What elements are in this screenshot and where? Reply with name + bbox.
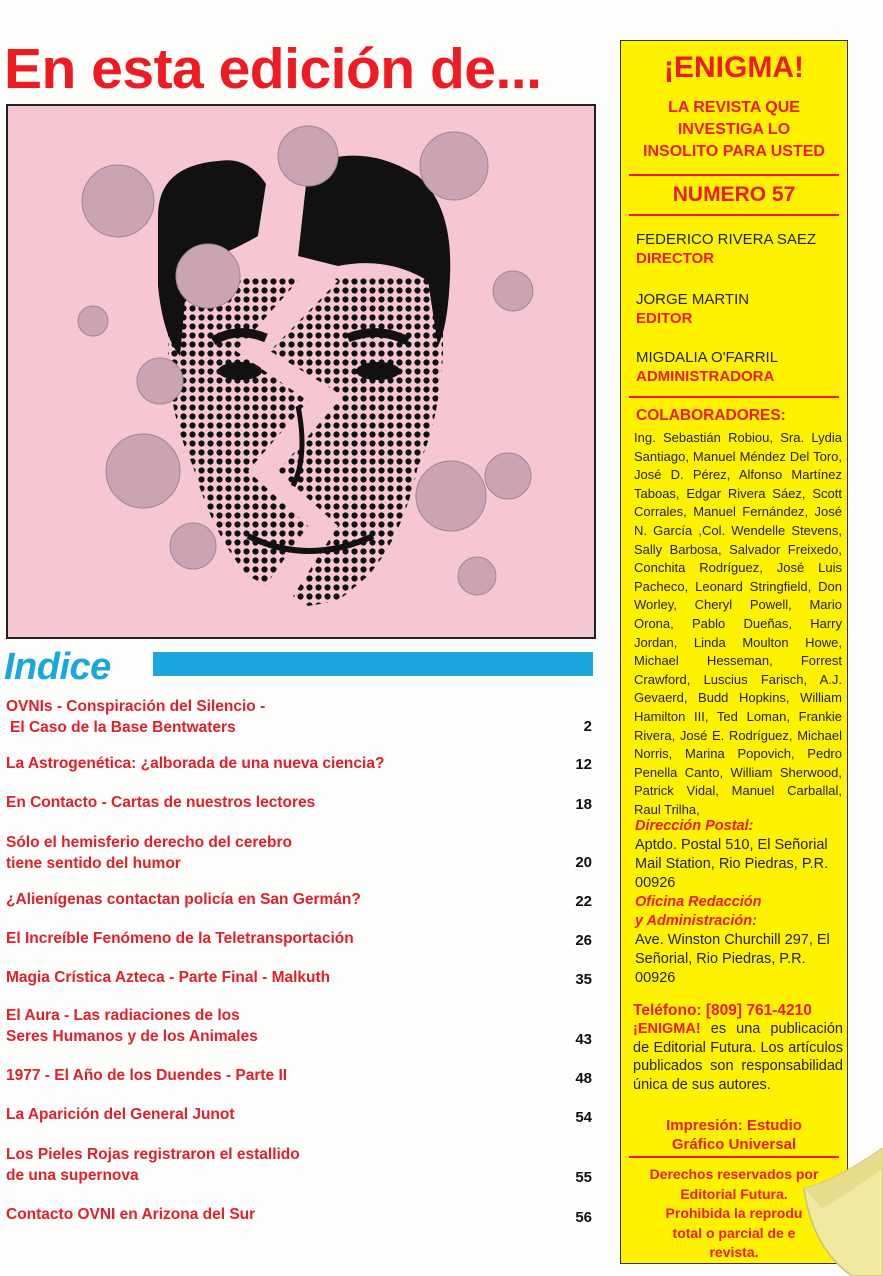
- toc-item[interactable]: [6, 1065, 526, 1086]
- toc-title-line: Sólo el hemisferio derecho del cerebro: [6, 834, 292, 851]
- brand-name: ¡ENIGMA!: [633, 1021, 701, 1037]
- toc-item[interactable]: [6, 1144, 526, 1186]
- toc-item[interactable]: [6, 1005, 526, 1047]
- telefono: Teléfono: [809] 761-4210: [633, 1002, 812, 1019]
- oficina-text: Ave. Winston Churchill 297, El Señorial, Rio Piedras, P.R. 00926: [635, 932, 830, 986]
- staff-role: DIRECTOR: [636, 250, 715, 267]
- toc-item[interactable]: [6, 928, 526, 949]
- toc-page-number: 26: [575, 932, 592, 949]
- staff-administradora: [636, 348, 778, 386]
- oficina-redaccion: [635, 893, 843, 988]
- divider: [629, 214, 839, 216]
- staff-role: ADMINISTRADORA: [636, 368, 775, 385]
- direccion-heading: Dirección Postal:: [635, 818, 754, 834]
- colaboradores-list: Ing. Sebastián Robiou, Sra. Lydia Santiago, Manuel Méndez Del Toro, José D. Pérez, Alfonso Martínez Taboas, Edgar Rivera Sáez, Scott Corrales, Manuel Fernández, José N. García ,Col. Wendelle Stevens, Sally Barbosa, Salvador Freixedo, Conchita Rodríguez, José Luis Pacheco, Leonard Stringfield, Don Worley, Cheryl Powell, Mario Orona, Pablo Dueñas, Harry Jordan, Linda Moulton Howe, Michael Hesseman, Forrest Crawford, Luscius Farisch, A.J. Gevaerd, Budd Hopkins, William Hamilton III, Ted Loman, Frankie Rivera, José E. Rodríguez, Michael Norris, Marina Popovich, Pedro Penella Canto, William Sherwood, Patrick Vidal, Manuel Carballal, Raul Trilha,: [634, 430, 842, 817]
- toc-page-number: 55: [575, 1169, 592, 1186]
- toc-title-line: Los Pieles Rojas registraron el estallido: [6, 1146, 300, 1163]
- table-of-contents: [0, 690, 600, 1250]
- masthead-sidebar: [620, 40, 848, 1264]
- impresion-line: Gráfico Universal: [671, 1136, 797, 1153]
- toc-page-number: 48: [575, 1070, 592, 1087]
- tagline-line: INVESTIGA LO: [677, 121, 791, 138]
- toc-page-number: 56: [575, 1209, 592, 1226]
- toc-title-line: OVNIs - Conspiración del Silencio -: [6, 698, 266, 715]
- toc-item[interactable]: [6, 792, 526, 813]
- page-headline: En esta edición de...: [4, 37, 542, 101]
- toc-page-number: 22: [575, 893, 592, 910]
- rights-line: Prohibida la reprodu: [665, 1205, 803, 1221]
- rights-line: Editorial Futura.: [680, 1185, 788, 1202]
- toc-page-number: 12: [575, 756, 592, 773]
- toc-page-number: 54: [575, 1109, 592, 1126]
- colaboradores-heading: COLABORADORES:: [636, 407, 786, 424]
- toc-page-number: 2: [583, 718, 592, 735]
- rights-line: Derechos reservados por: [649, 1166, 819, 1182]
- toc-title-line: La Astrogenética: ¿alborada de una nueva ciencia?: [6, 755, 385, 772]
- staff-name: FEDERICO RIVERA SAEZ: [636, 231, 817, 248]
- toc-title-line: La Aparición del General Junot: [6, 1106, 235, 1123]
- publisher-note: [633, 1020, 843, 1095]
- oficina-heading: Oficina Redacción: [635, 894, 762, 910]
- direccion-postal: [635, 817, 843, 893]
- divider: [629, 396, 839, 398]
- direccion-text: Aptdo. Postal 510, El Señorial Mail Station, Rio Piedras, P.R. 00926: [635, 837, 829, 891]
- staff-name: JORGE MARTIN: [636, 291, 750, 308]
- toc-page-number: 20: [575, 854, 592, 871]
- divider: [629, 174, 839, 176]
- staff-director: [636, 230, 816, 268]
- toc-title-line: ¿Alienígenas contactan policía en San Germán?: [6, 891, 361, 908]
- toc-item[interactable]: [6, 1104, 526, 1125]
- indice-bar: [153, 652, 593, 676]
- page-curl-corner: [792, 1148, 883, 1276]
- rights-line: total o parcial de e: [672, 1224, 796, 1241]
- toc-item[interactable]: [6, 1204, 526, 1225]
- magazine-tagline: [621, 97, 847, 163]
- impresion-line: Impresión: Estudio: [666, 1117, 802, 1134]
- tagline-line: LA REVISTA QUE: [668, 99, 800, 116]
- toc-page-number: 18: [575, 796, 592, 813]
- toc-item[interactable]: [6, 967, 526, 988]
- publisher-text: es una publicación de Editorial Futura. Los artículos publicados son responsabilidad única de sus autores.: [633, 1021, 843, 1094]
- toc-title-line: Magia Crística Azteca - Parte Final - Malkuth: [6, 969, 331, 986]
- staff-name: MIGDALIA O'FARRIL: [636, 349, 779, 366]
- toc-item[interactable]: [6, 889, 526, 910]
- toc-item[interactable]: [6, 696, 526, 738]
- toc-item[interactable]: [6, 753, 526, 774]
- toc-title-line: Contacto OVNI en Arizona del Sur: [6, 1206, 256, 1223]
- toc-title-line: El Increíble Fenómeno de la Teletransportación: [6, 930, 354, 947]
- toc-title-line: El Caso de la Base Bentwaters: [10, 719, 236, 736]
- cover-illustration: [6, 104, 596, 639]
- tagline-line: INSOLITO PARA USTED: [643, 143, 825, 160]
- toc-item[interactable]: [6, 832, 526, 874]
- toc-title-line: Seres Humanos y de los Animales: [6, 1028, 258, 1045]
- toc-title-line: El Aura - Las radiaciones de los: [6, 1007, 240, 1024]
- toc-title-line: En Contacto - Cartas de nuestros lectores: [6, 794, 316, 811]
- magazine-title: ¡ENIGMA!: [664, 51, 804, 84]
- toc-title-line: de una supernova: [6, 1167, 139, 1184]
- split-face-artwork: [8, 106, 594, 637]
- oficina-heading: y Administración:: [635, 913, 757, 929]
- toc-title-line: 1977 - El Año de los Duendes - Parte II: [6, 1067, 288, 1084]
- toc-page-number: 43: [575, 1031, 592, 1048]
- rights-line: revista.: [709, 1244, 759, 1260]
- staff-editor: [636, 290, 749, 328]
- toc-title-line: tiene sentido del humor: [6, 855, 181, 872]
- issue-number: NUMERO 57: [672, 183, 796, 206]
- indice-heading: Indice: [4, 646, 111, 688]
- toc-page-number: 35: [575, 971, 592, 988]
- staff-role: EDITOR: [636, 310, 693, 327]
